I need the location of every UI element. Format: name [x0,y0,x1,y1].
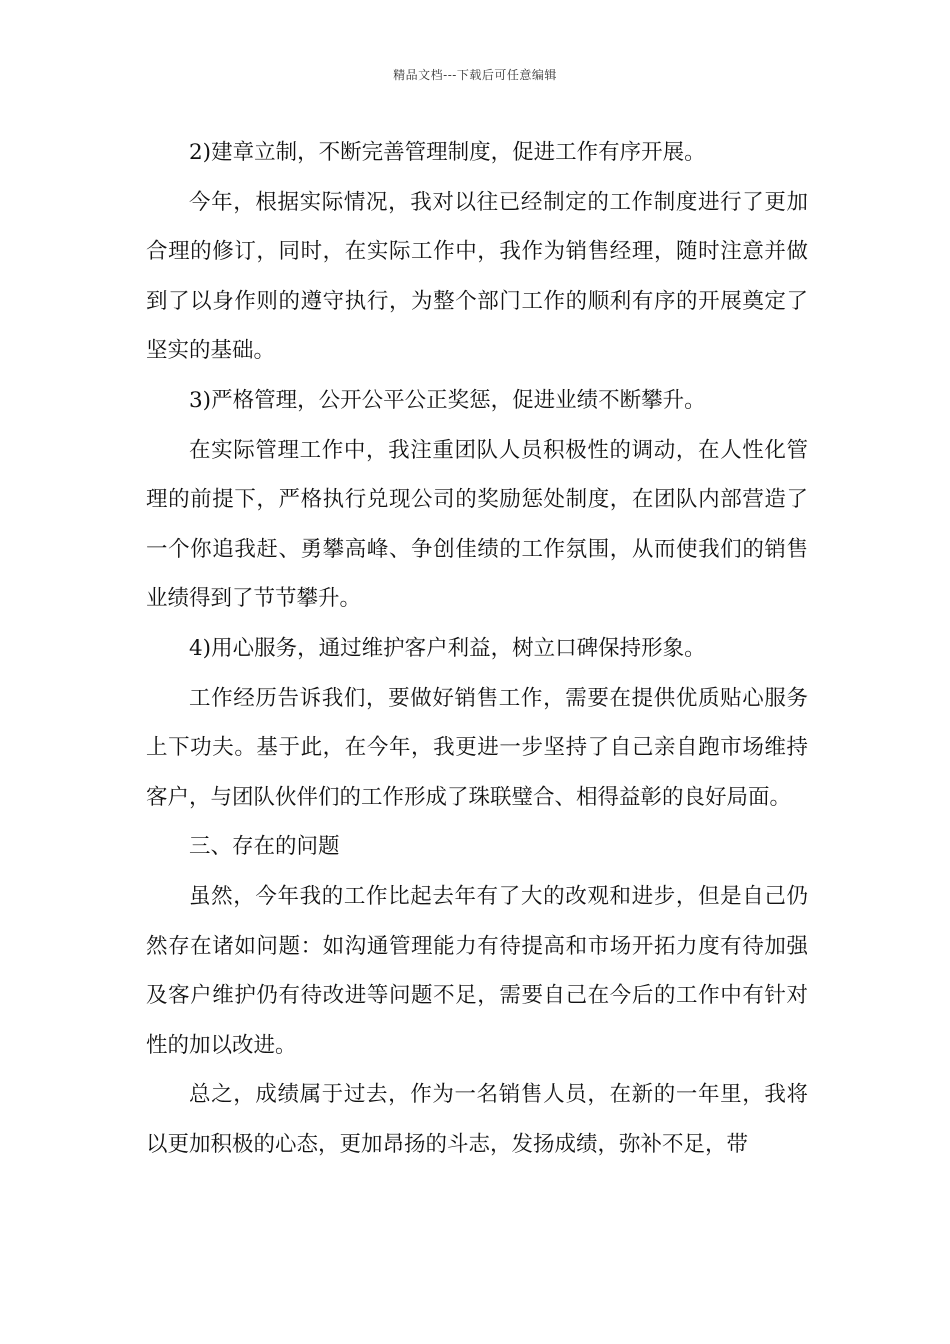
page-header: 精品文档---下载后可任意编辑 [393,68,557,82]
paragraph-problems: 虽然，今年我的工作比起去年有了大的改观和进步，但是自己仍然存在诸如问题：如沟通管理能力有待提高和市场开拓力度有待加强及客户维护仍有待改进等问题不足，需要自己在今后的工作中有针对性的加以改进。 [146,883,808,1058]
section-heading-3: 3)严格管理，公开公平公正奖惩，促进业绩不断攀升。 [189,387,706,413]
section-heading-problems: 三、存在的问题 [189,834,340,860]
section-heading-2: 2)建章立制，不断完善管理制度，促进工作有序开展。 [189,140,706,165]
section-heading-4: 4)用心服务，通过维护客户利益，树立口碑保持形象。 [189,635,706,661]
paragraph-management: 在实际管理工作中，我注重团队人员积极性的调动，在人性化管理的前提下，严格执行兑现公司的奖励惩处制度，在团队内部营造了一个你追我赶、勇攀高峰、争创佳绩的工作氛围，从而使我们的销售业绩得到了节节攀升。 [146,437,808,612]
paragraph-rules: 今年，根据实际情况，我对以往已经制定的工作制度进行了更加合理的修订，同时，在实际工作中，我作为销售经理，随时注意并做到了以身作则的遵守执行，为整个部门工作的顺利有序的开展奠定了坚实的基础。 [146,189,808,364]
paragraph-service: 工作经历告诉我们，要做好销售工作，需要在提供优质贴心服务上下功夫。基于此，在今年，我更进一步坚持了自己亲自跑市场维持客户，与团队伙伴们的工作形成了珠联璧合、相得益彰的良好局面。 [146,685,808,810]
paragraph-summary: 总之，成绩属于过去，作为一名销售人员，在新的一年里，我将以更加积极的心态，更加昂扬的斗志，发扬成绩，弥补不足，带 [146,1082,808,1157]
document-body [146,128,808,1169]
